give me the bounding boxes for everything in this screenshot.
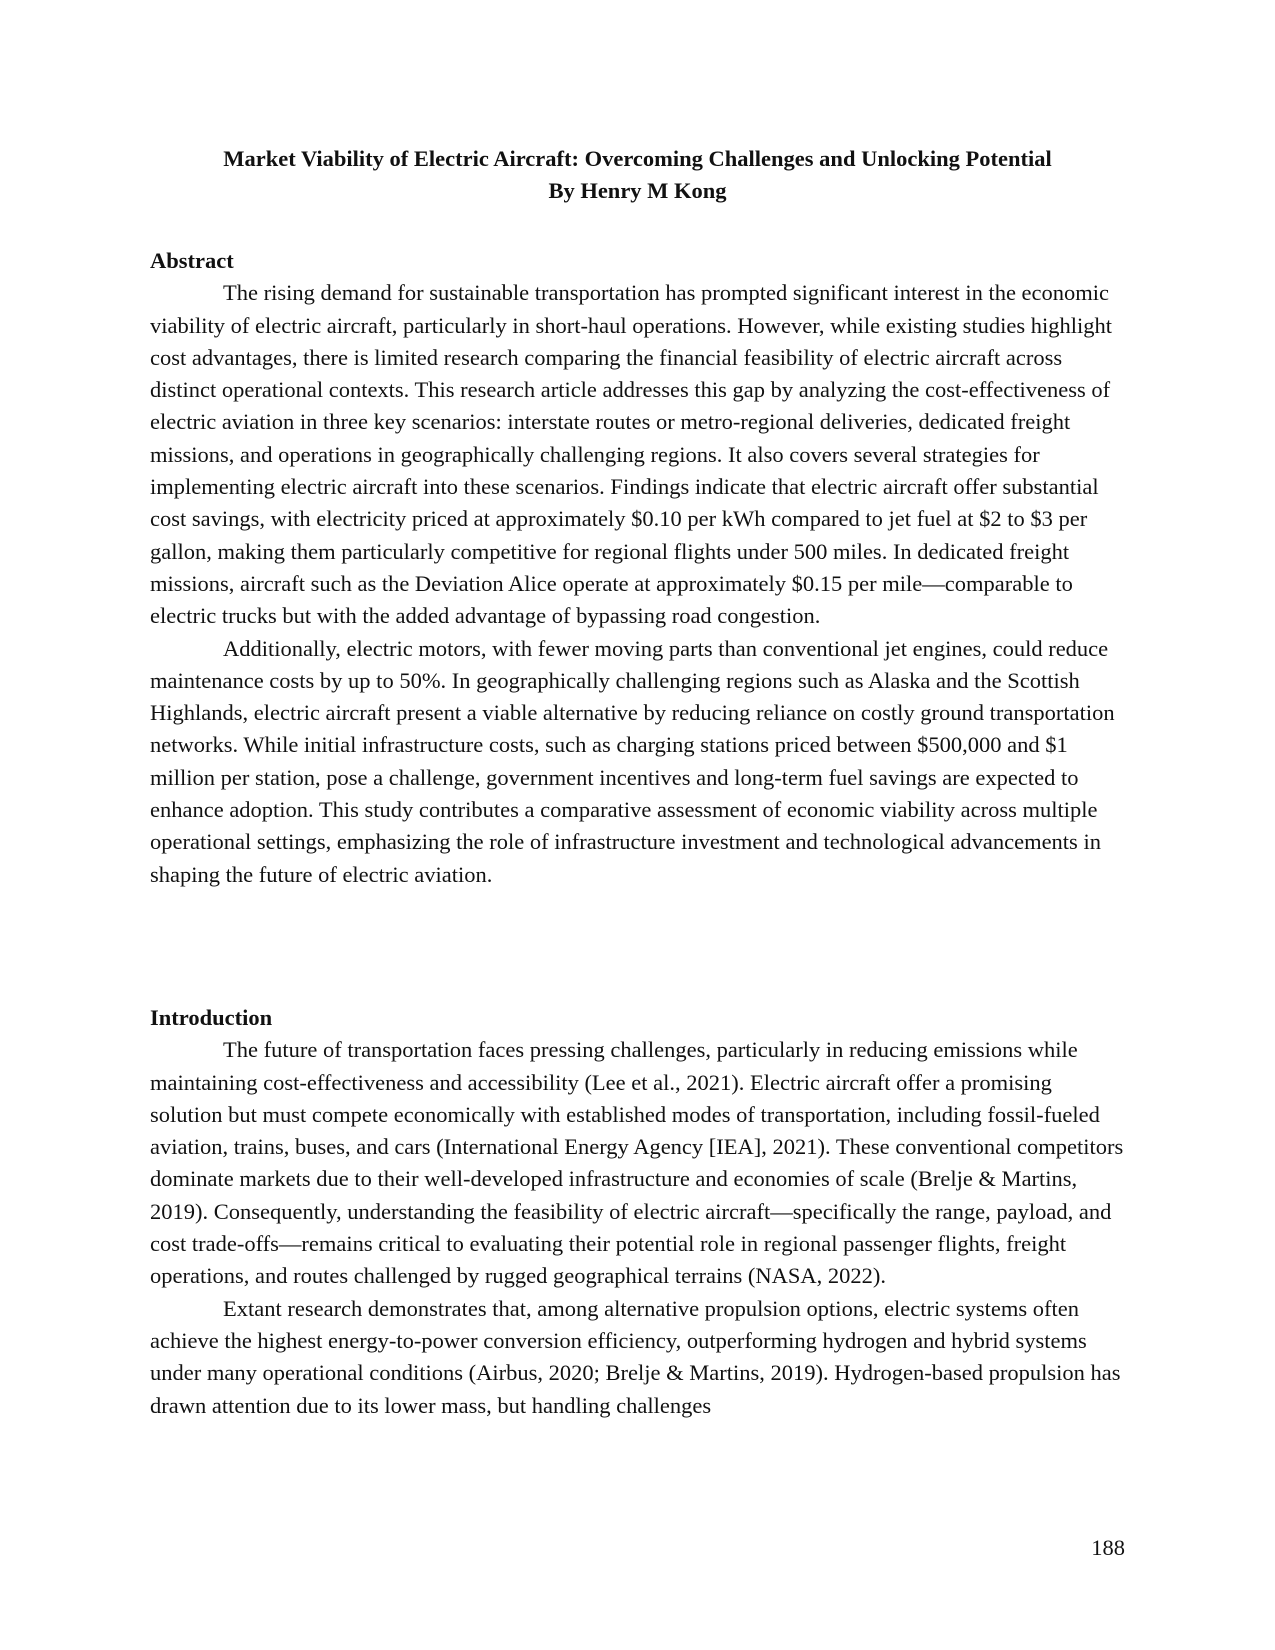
introduction-paragraph-1: The future of transportation faces pressing challenges, particularly in reducing emissions while maintaining cost-effectiveness and accessibility (Lee et al., 2021). Electric aircraft offer a promising solution but must compete economically with established modes of transportation, including fossil-fueled aviation, trains, buses, and cars (International Energy Agency [IEA], 2021). These conventional competitors dominate markets due to their well-developed infrastructure and economies of scale (Brelje & Martins, 2019). Consequently, understanding the feasibility of electric aircraft—specifically the range, payload, and cost trade-offs—remains critical to evaluating their potential role in regional passenger flights, freight operations, and routes challenged by rugged geographical terrains (NASA, 2022). bbox=[150, 1037, 1124, 1289]
introduction-heading: Introduction bbox=[150, 1005, 273, 1030]
title-block bbox=[150, 143, 1125, 207]
page-number: 188 bbox=[1091, 1535, 1125, 1560]
introduction-section bbox=[150, 1002, 1125, 1422]
introduction-paragraph-2: Extant research demonstrates that, among alternative propulsion options, electric systems often achieve the highest energy-to-power conversion efficiency, outperforming hydrogen and hybrid systems under many operational conditions (Airbus, 2020; Brelje & Martins, 2019). Hydrogen-based propulsion has drawn attention due to its lower mass, but handling challenges bbox=[150, 1295, 1121, 1418]
author-byline: By Henry M Kong bbox=[548, 178, 727, 203]
paper-title: Market Viability of Electric Aircraft: Overcoming Challenges and Unlocking Potential bbox=[223, 146, 1052, 171]
abstract-paragraph-1: The rising demand for sustainable transportation has prompted significant interest in the economic viability of electric aircraft, particularly in short-haul operations. However, while existing studies highlight cost advantages, there is limited research comparing the financial feasibility of electric aircraft across distinct operational contexts. This research article addresses this gap by analyzing the cost-effectiveness of electric aviation in three key scenarios: interstate routes or metro-regional deliveries, dedicated freight missions, and operations in geographically challenging regions. It also covers several strategies for implementing electric aircraft into these scenarios. Findings indicate that electric aircraft offer substantial cost savings, with electricity priced at approximately $0.10 per kWh compared to jet fuel at $2 to $3 per gallon, making them particularly competitive for regional flights under 500 miles. In dedicated freight missions, aircraft such as the Deviation Alice operate at approximately $0.15 per mile—comparable to electric trucks but with the added advantage of bypassing road congestion. bbox=[150, 280, 1112, 629]
abstract-heading: Abstract bbox=[150, 248, 234, 273]
abstract-paragraph-2: Additionally, electric motors, with fewer moving parts than conventional jet engines, could reduce maintenance costs by up to 50%. In geographically challenging regions such as Alaska and the Scottish Highlands, electric aircraft present a viable alternative by reducing reliance on costly ground transportation networks. While initial infrastructure costs, such as charging stations priced between $500,000 and $1 million per station, pose a challenge, government incentives and long-term fuel savings are expected to enhance adoption. This study contributes a comparative assessment of economic viability across multiple operational settings, emphasizing the role of infrastructure investment and technological advancements in shaping the future of electric aviation. bbox=[150, 635, 1115, 887]
abstract-section bbox=[150, 245, 1125, 891]
